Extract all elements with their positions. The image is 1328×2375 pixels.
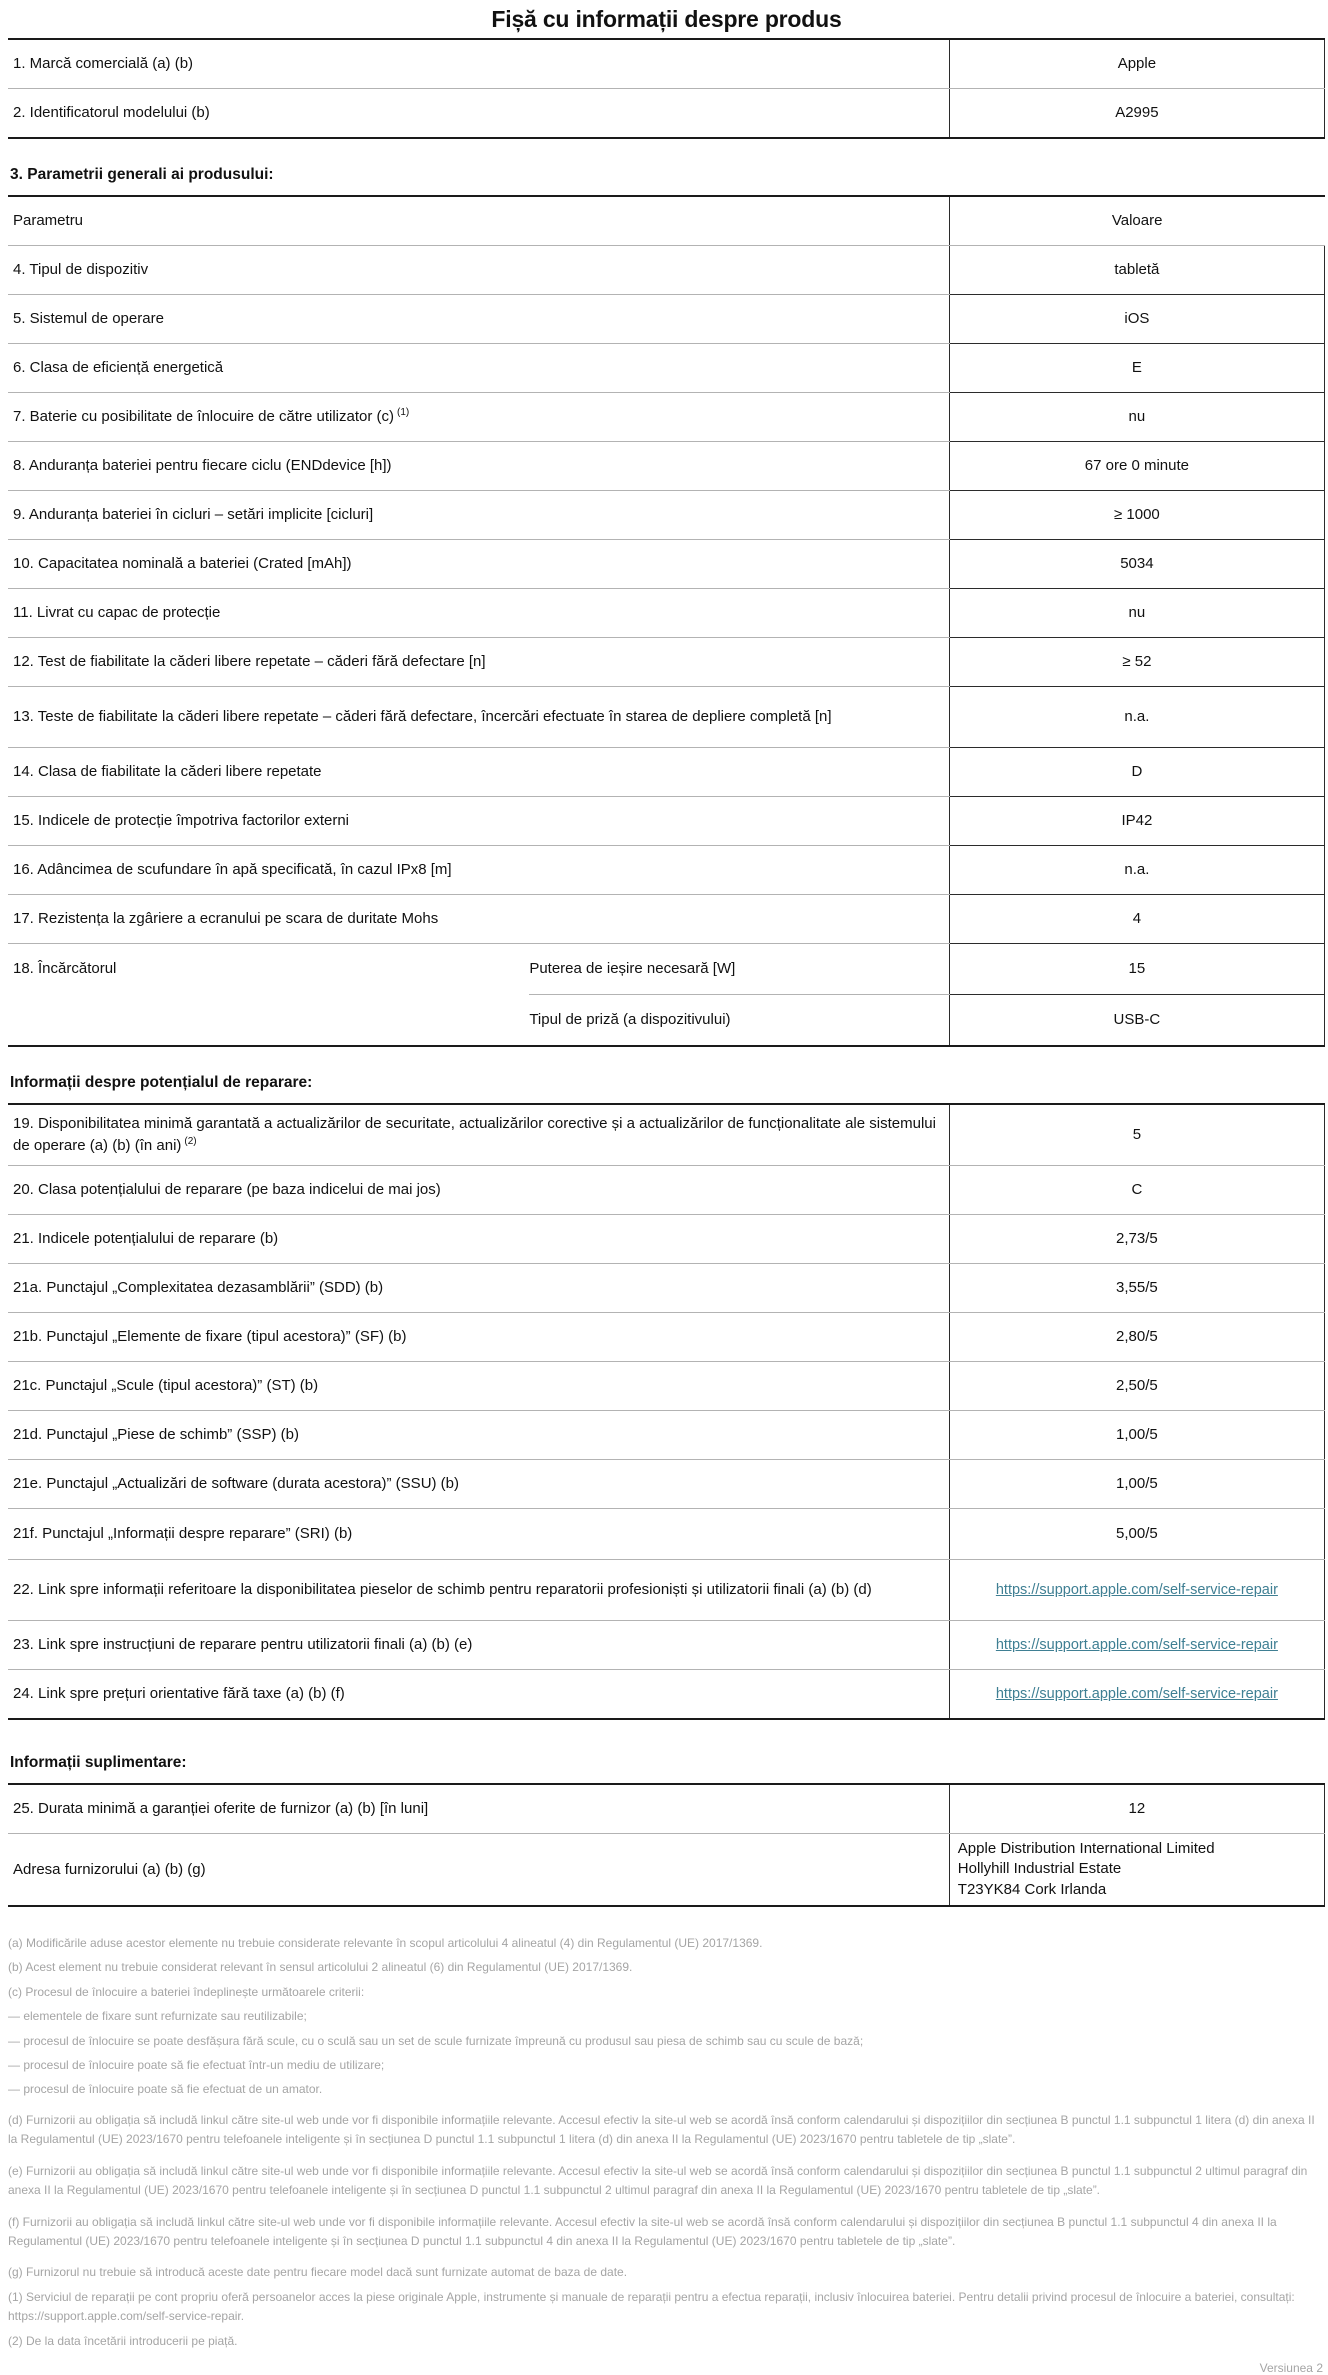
table-row [8,589,1325,638]
param-cell: 25. Durata minimă a garanției oferite de furnizor (a) (b) [în luni] [8,1784,949,1834]
table-row [8,1411,1325,1460]
table-row [8,1560,1325,1621]
table-row [8,638,1325,687]
charger-row [8,944,1325,995]
section-heading-additional: Informații suplimentare: [10,1754,187,1771]
table-row [8,295,1325,344]
param-cell [8,1104,949,1166]
table-row [8,1670,1325,1720]
value-cell: 4 [949,895,1324,944]
value-cell: 2,73/5 [949,1215,1324,1264]
param-cell: 21f. Punctajul „Informații despre reparare” (SRI) (b) [8,1509,949,1560]
section-heading-general: 3. Parametrii generali ai produsului: [10,166,274,183]
param-cell: 14. Clasa de fiabilitate la căderi libere repetate [8,748,949,797]
value-cell: A2995 [949,89,1324,139]
param-cell: 21a. Punctajul „Complexitatea dezasamblării” (SDD) (b) [8,1264,949,1313]
charger-sub-param: Tipul de priză (a dispozitivului) [529,1011,731,1029]
param-cell: 2. Identificatorul modelului (b) [8,89,949,139]
table-row [8,344,1325,393]
param-cell: 10. Capacitatea nominală a bateriei (Crated [mAh]) [8,540,949,589]
value-cell: nu [949,589,1324,638]
param-cell: 6. Clasa de eficiență energetică [8,344,949,393]
table-row [8,1264,1325,1313]
table-row [8,1313,1325,1362]
supplier-address-row [8,1834,1325,1906]
param-cell: 21e. Punctajul „Actualizări de software (durata acestora)” (SSU) (b) [8,1460,949,1509]
product-fiche-document [8,6,1325,2375]
param-cell: 5. Sistemul de operare [8,295,949,344]
repair-table [8,1103,1325,1720]
footnote-c-item: — elementele de fixare sunt refurnizate sau reutilizabile; [8,2009,307,2024]
param-cell: 13. Teste de fiabilitate la căderi libere repetate – căderi fără defectare, încercări efectuate în starea de depliere completă [n] [8,687,949,748]
value-cell: ≥ 1000 [949,491,1324,540]
param-cell: 21b. Punctajul „Elemente de fixare (tipul acestora)” (SF) (b) [8,1313,949,1362]
footnote-c: (c) Procesul de înlocuire a bateriei îndeplinește următoarele criterii: [8,1984,365,1999]
footnote-1: (1) Serviciul de reparații pe cont propriu oferă persoanelor acces la piese originale Apple, instrumente și manuale de reparații pentru a efectua reparații, inclusiv înlocuirea bateriei. Pentru detalii privind procesul de înlocuire a bateriei, consultați: https://support.apple.com/self-service-repair. [8,2289,1295,2324]
table-row [8,1215,1325,1264]
table-row [8,1784,1325,1834]
table-header-row [8,196,1325,246]
spare-parts-link[interactable]: https://support.apple.com/self-service-repair [995,1581,1278,1598]
param-cell: 24. Link spre prețuri orientative fără taxe (a) (b) (f) [8,1670,949,1720]
param-cell: 17. Rezistența la zgâriere a ecranului pe scara de duritate Mohs [8,895,949,944]
general-parameters-table [8,195,1325,1047]
value-cell: 2,80/5 [949,1313,1324,1362]
footnote-ref: (2) [184,1136,197,1147]
value-cell: 1,00/5 [949,1411,1324,1460]
param-cell: Adresa furnizorului (a) (b) (g) [8,1834,949,1906]
table-row [8,491,1325,540]
param-cell: 20. Clasa potențialului de reparare (pe baza indicelui de mai jos) [8,1166,949,1215]
footnote-c-item: — procesul de înlocuire poate să fie efectuat într-un mediu de utilizare; [8,2057,385,2072]
table-row [8,540,1325,589]
param-label: 7. Baterie cu posibilitate de înlocuire de către utilizator (c) [13,408,395,426]
footnote-e: (e) Furnizorii au obligația să includă linkul către site-ul web unde vor fi disponibile informațiile relevante. Accesul efectiv la site-ul web se acordă însă conform calendarului și dispozițiilor din secțiunea B punctul 1.1 subpunctul 2 ultimul paragraf din anexa II la Regulamentul (UE) 2023/1670 pentru telefoanele inteligente și în secțiunea D punctul 1.1 subpunctul 2 ultimul paragraf din anexa II la Regulamentul (UE) 2023/1670 pentru tabletele de tip „slate”. [8,2163,1308,2198]
footnote-b: (b) Acest element nu trebuie considerat relevant în sensul articolului 2 alineatul (6) din Regulamentul (UE) 2017/1369. [8,1960,633,1975]
value-cell: C [949,1166,1324,1215]
table-row [8,89,1325,139]
table-row [8,846,1325,895]
table-row [8,1621,1325,1670]
table-row [8,246,1325,295]
column-header-param: Parametru [8,196,949,246]
param-label: 19. Disponibilitatea minimă garantată a actualizărilor de securitate, actualizărilor corective și a actualizărilor de funcționalitate ale sistemului de operare (a) (b) (în ani) [13,1115,936,1154]
footnote-c-item: — procesul de înlocuire se poate desfășura fără scule, cu o sculă sau un set de scule furnizate împreună cu produsul sau piesa de schimb sau cu scule de bază; [8,2033,864,2048]
value-cell [949,1560,1324,1621]
repair-instructions-link[interactable]: https://support.apple.com/self-service-repair [995,1636,1278,1653]
value-cell: iOS [949,295,1324,344]
column-header-value: Valoare [949,196,1324,246]
prices-link[interactable]: https://support.apple.com/self-service-repair [995,1685,1278,1702]
table-row [8,797,1325,846]
supplier-address-cell [949,1834,1324,1906]
value-cell: n.a. [949,687,1324,748]
table-row [8,1166,1325,1215]
value-cell: D [949,748,1324,797]
param-cell: 9. Anduranța bateriei în cicluri – setări implicite [cicluri] [8,491,949,540]
footnote-c-item: — procesul de înlocuire poate să fie efectuat de un amator. [8,2082,323,2097]
table-row [8,895,1325,944]
charger-sub-param: Puterea de ieșire necesară [W] [529,944,949,995]
table-row [8,1362,1325,1411]
param-cell: 21d. Punctajul „Piese de schimb” (SSP) (b) [8,1411,949,1460]
footnotes-section [8,1934,1325,2351]
additional-info-table [8,1783,1325,1907]
table-row [8,687,1325,748]
value-cell: 5 [949,1104,1324,1166]
footnote-a: (a) Modificările aduse acestor elemente nu trebuie considerate relevante în scopul articolului 4 alineatul (4) din Regulamentul (UE) 2017/1369. [8,1935,763,1950]
param-cell: 12. Test de fiabilitate la căderi libere repetate – căderi fără defectare [n] [8,638,949,687]
value-cell: 2,50/5 [949,1362,1324,1411]
footnote-g: (g) Furnizorul nu trebuie să introducă aceste date pentru fiecare model dacă sunt furnizate automat de baza de date. [8,2265,628,2280]
footnote-f: (f) Furnizorii au obligația să includă linkul către site-ul web unde vor fi disponibile informațiile relevante. Accesul efectiv la site-ul web se acordă însă conform calendarului și dispozițiilor din secțiunea B punctul 1.1 subpunctul 4 din anexa II la Regulamentul (UE) 2023/1670 pentru telefoanele inteligente și în secțiunea D punctul 1.1 subpunctul 4 din anexa II la Regulamentul (UE) 2023/1670 pentru tabletele de tip „slate”. [8,2214,1277,2248]
value-cell: 3,55/5 [949,1264,1324,1313]
identity-table [8,38,1325,139]
value-cell: IP42 [949,797,1324,846]
param-cell-charger: 18. Încărcătorul [13,960,117,977]
page-title: Fișă cu informații despre produs [491,6,842,32]
version-label: Versiunea 2 [1259,2361,1323,2375]
param-cell: 11. Livrat cu capac de protecție [8,589,949,638]
value-cell [949,1670,1324,1720]
value-cell: 5,00/5 [949,1509,1324,1560]
value-cell: ≥ 52 [949,638,1324,687]
section-heading-repair: Informații despre potențialul de reparare: [10,1074,313,1091]
table-row [8,1509,1325,1560]
param-cell: 16. Adâncimea de scufundare în apă specificată, în cazul IPx8 [m] [8,846,949,895]
param-cell: 21. Indicele potențialului de reparare (b) [8,1215,949,1264]
value-cell: Apple [949,39,1324,89]
param-cell: 23. Link spre instrucțiuni de reparare pentru utilizatorii finali (a) (b) (e) [8,1621,949,1670]
table-row [8,1460,1325,1509]
value-cell: E [949,344,1324,393]
param-cell: 1. Marcă comercială (a) (b) [8,39,949,89]
value-cell: 12 [949,1784,1324,1834]
table-row [8,1104,1325,1166]
footnote-d: (d) Furnizorii au obligația să includă linkul către site-ul web unde vor fi disponibile informațiile relevante. Accesul efectiv la site-ul web se acordă însă conform calendarului și dispozițiilor din secțiunea B punctul 1.1 subpunctul 1 litera (d) din anexa II la Regulamentul (UE) 2023/1670 pentru telefoanele inteligente și în secțiunea D punctul 1.1 subpunctul 1 litera (d) din anexa II la Regulamentul (UE) 2023/1670 pentru tabletele de tip „slate”. [8,2112,1315,2147]
address-line: Apple Distribution International Limited [957,1840,1215,1857]
param-cell: 21c. Punctajul „Scule (tipul acestora)” (ST) (b) [8,1362,949,1411]
footnote-2: (2) De la data încetării introducerii pe piață. [8,2333,238,2348]
footnote-ref: (1) [397,407,410,419]
address-line: Hollyhill Industrial Estate [957,1860,1122,1878]
table-row [8,39,1325,89]
table-row [8,393,1325,442]
value-cell: tabletă [949,246,1324,295]
value-cell: 5034 [949,540,1324,589]
param-cell [8,393,949,442]
param-cell: 22. Link spre informații referitoare la disponibilitatea pieselor de schimb pentru reparatorii profesioniști și utilizatorii finali (a) (b) (d) [8,1560,949,1621]
value-cell: nu [949,393,1324,442]
table-row [8,442,1325,491]
value-cell: USB-C [949,995,1324,1047]
address-line: T23YK84 Cork Irlanda [957,1880,1107,1898]
param-cell: 8. Anduranța bateriei pentru fiecare ciclu (ENDdevice [h]) [8,442,949,491]
param-cell: 4. Tipul de dispozitiv [8,246,949,295]
value-cell [949,1621,1324,1670]
value-cell: 15 [949,944,1324,995]
value-cell: 67 ore 0 minute [949,442,1324,491]
value-cell: n.a. [949,846,1324,895]
param-cell: 15. Indicele de protecție împotriva factorilor externi [8,797,949,846]
table-row [8,748,1325,797]
value-cell: 1,00/5 [949,1460,1324,1509]
